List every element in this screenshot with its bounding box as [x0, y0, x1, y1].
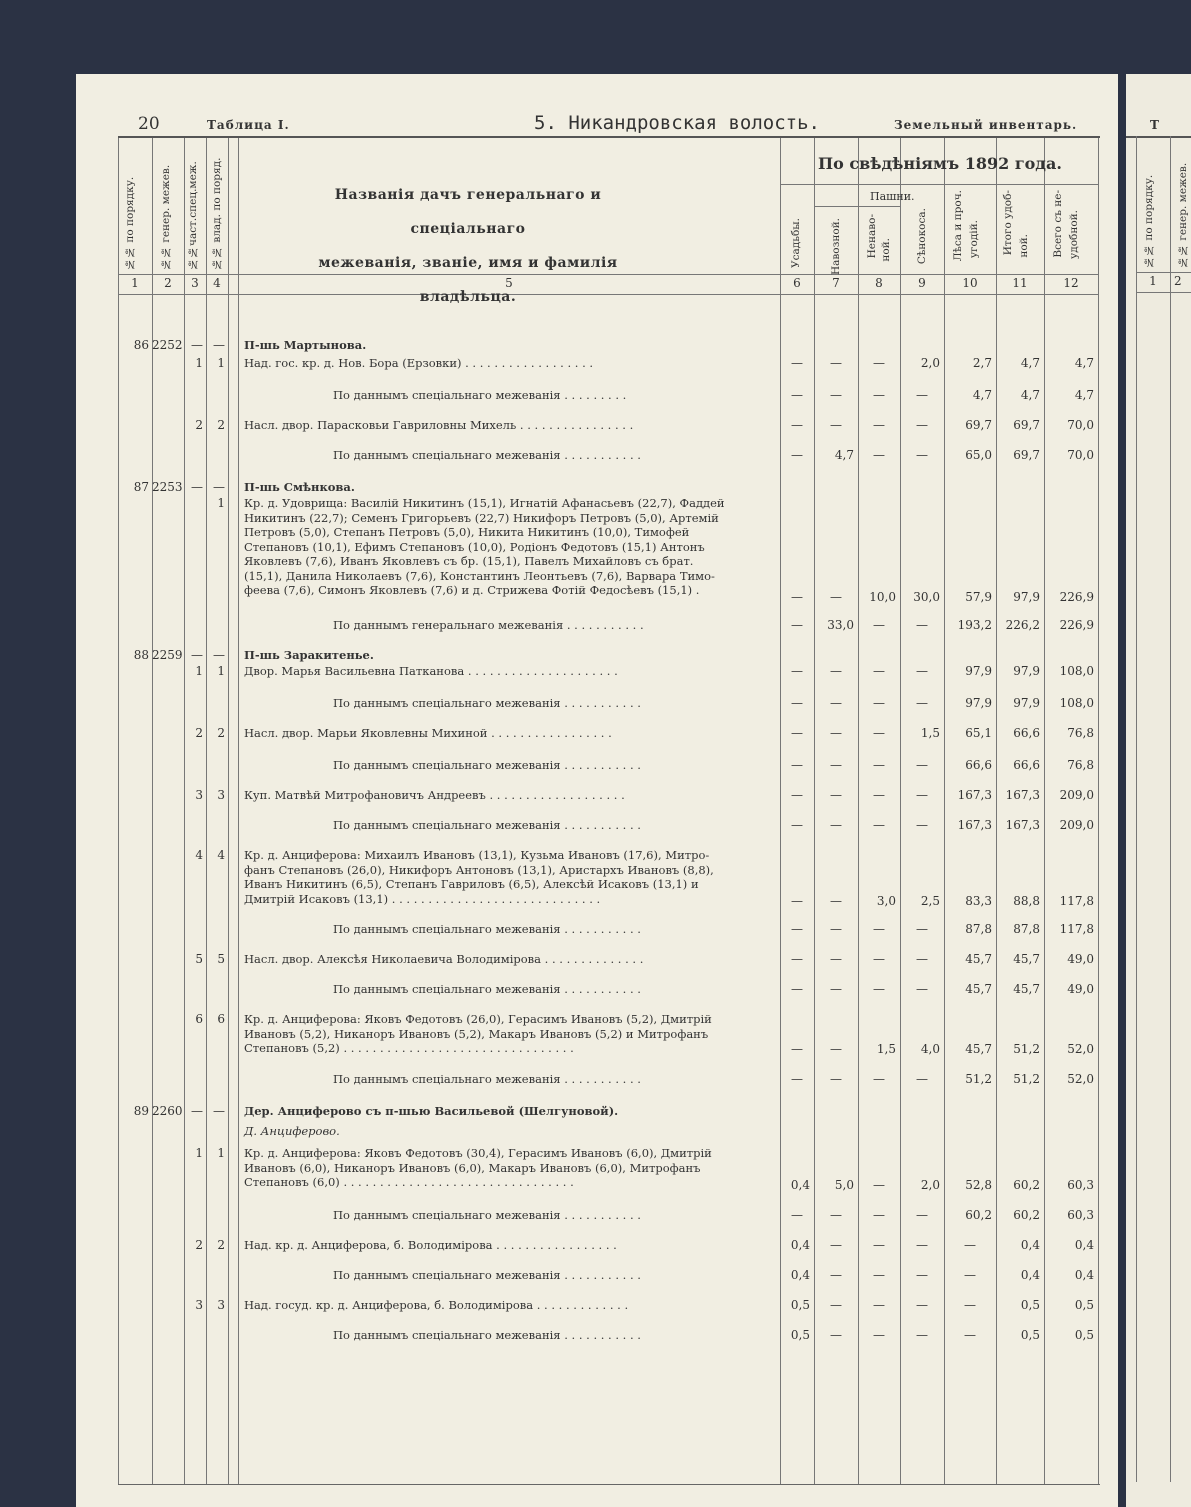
- value-cell: —: [791, 590, 803, 604]
- row-index-cell: 1: [217, 356, 225, 370]
- value-cell: —: [791, 1208, 803, 1222]
- col-header-total-usable-b: ной.: [1018, 234, 1030, 258]
- value-cell: 51,2: [1013, 1042, 1040, 1056]
- value-cell: —: [873, 788, 885, 802]
- value-cell: 2,5: [920, 894, 940, 908]
- value-cell: 117,8: [1059, 922, 1094, 936]
- value-cell: 97,9: [965, 696, 992, 710]
- value-cell: —: [791, 788, 803, 802]
- value-cell: 167,3: [957, 818, 992, 832]
- value-cell: 30,0: [913, 590, 940, 604]
- owner-description-line: Ивановъ (6,0), Никаноръ Ивановъ (6,0), Макаръ Ивановъ (6,0), Митрофанъ: [244, 1160, 701, 1175]
- row-index-cell: 1: [217, 496, 225, 510]
- value-cell: —: [791, 952, 803, 966]
- value-cell: —: [830, 590, 842, 604]
- value-cell: —: [916, 1268, 928, 1282]
- col-number: 10: [962, 276, 978, 290]
- value-cell: —: [830, 788, 842, 802]
- value-cell: —: [873, 356, 885, 370]
- col-group-1892: По свѣдѣніямъ 1892 года.: [818, 154, 1062, 173]
- next-page-col-order: №№ по порядку.: [1143, 174, 1155, 268]
- value-cell: —: [916, 1072, 928, 1086]
- value-cell: 70,0: [1067, 448, 1094, 462]
- value-cell: 49,0: [1067, 952, 1094, 966]
- value-cell: —: [830, 696, 842, 710]
- value-cell: 76,8: [1067, 726, 1094, 740]
- owner-description-line: Кр. д. Удоврища: Василій Никитинъ (15,1), Игнатій Афанасьевъ (22,7), Фаддей: [244, 496, 725, 510]
- value-cell: 69,7: [1013, 448, 1040, 462]
- value-cell: 0,4: [1020, 1268, 1040, 1282]
- value-cell: 167,3: [1005, 818, 1040, 832]
- land-inventory-table: [118, 136, 1100, 1485]
- next-page-col-number: 1: [1149, 274, 1157, 288]
- value-cell: 0,5: [790, 1328, 810, 1342]
- value-cell: 45,7: [965, 952, 992, 966]
- owner-line: Над. гос. кр. д. Нов. Бора (Ерзовки) . . . . . . . . . . . . . . . . . .: [244, 356, 594, 370]
- ledger-page: [76, 74, 1118, 1507]
- survey-data-line: По даннымъ спеціальнаго межеванія . . . . . . . . . . .: [333, 1208, 641, 1222]
- row-index-cell: 2: [217, 1238, 225, 1252]
- col-number: 3: [191, 276, 199, 290]
- col-header-unmanured-b: ной.: [880, 238, 892, 262]
- value-cell: 10,0: [869, 590, 896, 604]
- survey-data-line: По даннымъ спеціальнаго межеванія . . . . . . . . . . .: [333, 1072, 641, 1086]
- value-cell: 0,5: [1074, 1328, 1094, 1342]
- survey-data-line: По даннымъ спеціальнаго межеванія . . . . . . . . . . .: [333, 696, 641, 710]
- value-cell: —: [873, 618, 885, 632]
- value-cell: 51,2: [1013, 1072, 1040, 1086]
- value-cell: —: [830, 664, 842, 678]
- value-cell: 117,8: [1059, 894, 1094, 908]
- value-cell: 69,7: [1013, 418, 1040, 432]
- value-cell: —: [873, 388, 885, 402]
- survey-data-line: По даннымъ спеціальнаго межеванія . . . . . . . . . . .: [333, 1328, 641, 1342]
- value-cell: 60,3: [1067, 1178, 1094, 1192]
- next-page-col-general: №№ генер. межев.: [1177, 162, 1189, 268]
- row-index-cell: 1: [217, 1146, 225, 1160]
- value-cell: 4,7: [1074, 356, 1094, 370]
- owner-description-line: Кр. д. Анциферова: Яковъ Федотовъ (30,4), Герасимъ Ивановъ (6,0), Дмитрій: [244, 1146, 712, 1160]
- row-index-cell: —: [213, 648, 225, 662]
- value-cell: 0,4: [1020, 1238, 1040, 1252]
- value-cell: 0,5: [790, 1298, 810, 1312]
- col-header-grand-total-a: Всего съ не-: [1052, 190, 1064, 258]
- row-index-cell: 2259: [152, 648, 183, 662]
- row-index-cell: 1: [195, 664, 203, 678]
- value-cell: 193,2: [957, 618, 992, 632]
- row-index-cell: 89: [133, 1104, 149, 1118]
- col-header-forest-b: угодій.: [968, 220, 980, 259]
- value-cell: 0,5: [1020, 1328, 1040, 1342]
- value-cell: —: [873, 726, 885, 740]
- value-cell: —: [873, 982, 885, 996]
- value-cell: —: [791, 1042, 803, 1056]
- value-cell: 0,4: [790, 1268, 810, 1282]
- owner-description-line: фанъ Степановъ (26,0), Никифоръ Антоновъ (13,1), Аристархъ Ивановъ (8,8),: [244, 862, 714, 877]
- value-cell: 4,7: [834, 448, 854, 462]
- value-cell: 97,9: [1013, 664, 1040, 678]
- value-cell: —: [791, 726, 803, 740]
- value-cell: 0,4: [790, 1178, 810, 1192]
- value-cell: 60,3: [1067, 1208, 1094, 1222]
- value-cell: —: [916, 1238, 928, 1252]
- value-cell: —: [830, 356, 842, 370]
- col-header-names-line2: межеванія, званіе, имя и фамилія владѣльца.: [318, 255, 618, 305]
- col-header-names-line1: Названія дачъ генеральнаго и спеціальнаго: [334, 187, 602, 237]
- value-cell: 4,7: [1074, 388, 1094, 402]
- value-cell: 51,2: [965, 1072, 992, 1086]
- value-cell: 226,9: [1059, 618, 1094, 632]
- value-cell: 97,9: [1013, 696, 1040, 710]
- value-cell: 83,3: [965, 894, 992, 908]
- value-cell: —: [791, 696, 803, 710]
- value-cell: 0,4: [1074, 1268, 1094, 1282]
- value-cell: —: [830, 894, 842, 908]
- owner-description-line: Кр. д. Анциферова: Яковъ Федотовъ (26,0), Герасимъ Ивановъ (5,2), Дмитрій: [244, 1012, 712, 1026]
- estate-heading: П-шь Смѣнкова.: [244, 480, 355, 494]
- next-page-col-number: 2: [1174, 274, 1182, 288]
- value-cell: —: [830, 1072, 842, 1086]
- row-index-cell: 3: [217, 788, 225, 802]
- estate-heading: П-шь Мартынова.: [244, 338, 367, 352]
- row-index-cell: 2252: [152, 338, 183, 352]
- value-cell: 65,1: [965, 726, 992, 740]
- owner-description-line: Дмитрій Исаковъ (13,1) . . . . . . . . . . . . . . . . . . . . . . . . . . . . .: [244, 891, 601, 906]
- value-cell: —: [791, 448, 803, 462]
- row-index-cell: —: [213, 1104, 225, 1118]
- row-index-cell: 4: [217, 848, 225, 862]
- next-page-header: Т: [1150, 118, 1159, 132]
- page-number: 20: [138, 114, 160, 134]
- value-cell: —: [873, 1178, 885, 1192]
- owner-description-line: Ивановъ (5,2), Никаноръ Ивановъ (5,2), Макаръ Ивановъ (5,2) и Митрофанъ: [244, 1026, 709, 1041]
- col-number: 4: [213, 276, 221, 290]
- next-page-fragment: [1126, 74, 1191, 1507]
- value-cell: —: [873, 1268, 885, 1282]
- value-cell: —: [916, 1208, 928, 1222]
- value-cell: 226,9: [1059, 590, 1094, 604]
- row-index-cell: 5: [195, 952, 203, 966]
- owner-description-line: феева (7,6), Симонъ Яковлевъ (7,6) и д. Стрижева Фотій Федосѣевъ (15,1) .: [244, 583, 700, 597]
- value-cell: 45,7: [965, 1042, 992, 1056]
- value-cell: —: [916, 922, 928, 936]
- row-index-cell: 2: [195, 418, 203, 432]
- value-cell: 52,0: [1067, 1072, 1094, 1086]
- value-cell: —: [873, 448, 885, 462]
- value-cell: 97,9: [965, 664, 992, 678]
- owner-line: Над. кр. д. Анциферова, б. Володимірова . . . . . . . . . . . . . . . . .: [244, 1238, 617, 1252]
- col-header-homesteads: Усадьбы.: [790, 218, 802, 268]
- value-cell: 167,3: [957, 788, 992, 802]
- value-cell: —: [873, 664, 885, 678]
- value-cell: 57,9: [965, 590, 992, 604]
- value-cell: 49,0: [1067, 982, 1094, 996]
- col-number: 1: [131, 276, 139, 290]
- owner-description-line: Степановъ (6,0) . . . . . . . . . . . . . . . . . . . . . . . . . . . . . . . .: [244, 1175, 574, 1189]
- value-cell: —: [873, 1238, 885, 1252]
- value-cell: —: [791, 818, 803, 832]
- value-cell: 70,0: [1067, 418, 1094, 432]
- value-cell: —: [916, 982, 928, 996]
- col-number: 12: [1063, 276, 1079, 290]
- value-cell: 2,7: [972, 356, 992, 370]
- row-index-cell: 2260: [152, 1104, 183, 1118]
- value-cell: 108,0: [1059, 664, 1094, 678]
- row-index-cell: 2253: [152, 480, 183, 494]
- row-index-cell: 1: [217, 664, 225, 678]
- value-cell: —: [873, 1208, 885, 1222]
- value-cell: 3,0: [876, 894, 896, 908]
- value-cell: 0,5: [1074, 1298, 1094, 1312]
- row-index-cell: 86: [133, 338, 149, 352]
- row-index-cell: 4: [195, 848, 203, 862]
- value-cell: —: [873, 952, 885, 966]
- value-cell: —: [830, 726, 842, 740]
- value-cell: 209,0: [1059, 818, 1094, 832]
- value-cell: 87,8: [1013, 922, 1040, 936]
- row-index-cell: 2: [195, 726, 203, 740]
- row-index-cell: —: [191, 648, 203, 662]
- value-cell: 0,4: [1074, 1238, 1094, 1252]
- value-cell: 33,0: [827, 618, 854, 632]
- row-index-cell: —: [191, 1104, 203, 1118]
- value-cell: 45,7: [1013, 952, 1040, 966]
- col-header-names: [278, 178, 658, 314]
- owner-line: Насл. двор. Парасковьи Гавриловны Михель . . . . . . . . . . . . . . . .: [244, 418, 634, 432]
- value-cell: —: [916, 758, 928, 772]
- row-index-cell: 2: [217, 418, 225, 432]
- value-cell: —: [916, 952, 928, 966]
- owner-line: Насл. двор. Марьи Яковлевны Михиной . . . . . . . . . . . . . . . . .: [244, 726, 612, 740]
- value-cell: 69,7: [965, 418, 992, 432]
- value-cell: 76,8: [1067, 758, 1094, 772]
- value-cell: —: [830, 1042, 842, 1056]
- value-cell: —: [916, 818, 928, 832]
- row-index-cell: 2: [217, 726, 225, 740]
- survey-data-line: По даннымъ спеціальнаго межеванія . . . . . . . . . . .: [333, 448, 641, 462]
- value-cell: 45,7: [965, 982, 992, 996]
- value-cell: 5,0: [834, 1178, 854, 1192]
- value-cell: —: [791, 758, 803, 772]
- value-cell: —: [873, 818, 885, 832]
- value-cell: 65,0: [965, 448, 992, 462]
- value-cell: —: [830, 1238, 842, 1252]
- value-cell: —: [830, 982, 842, 996]
- value-cell: —: [964, 1238, 976, 1252]
- col-number: 2: [164, 276, 172, 290]
- value-cell: 108,0: [1059, 696, 1094, 710]
- value-cell: —: [791, 922, 803, 936]
- page-title: 5. Никандровская волость.: [534, 112, 820, 134]
- row-index-cell: 3: [195, 1298, 203, 1312]
- value-cell: 45,7: [1013, 982, 1040, 996]
- estate-heading: П-шь Заракитенье.: [244, 648, 374, 662]
- value-cell: —: [916, 418, 928, 432]
- value-cell: 1,5: [876, 1042, 896, 1056]
- row-index-cell: —: [213, 338, 225, 352]
- value-cell: —: [916, 696, 928, 710]
- col-header-total-usable-a: Итого удоб-: [1002, 190, 1014, 256]
- col-number: 11: [1012, 276, 1028, 290]
- value-cell: —: [916, 664, 928, 678]
- value-cell: —: [830, 388, 842, 402]
- value-cell: —: [830, 1208, 842, 1222]
- value-cell: —: [791, 664, 803, 678]
- row-index-cell: 6: [195, 1012, 203, 1026]
- owner-description-line: Степановъ (10,1), Ефимъ Степановъ (10,0), Родіонъ Федотовъ (15,1) Антонъ: [244, 539, 705, 554]
- value-cell: —: [964, 1328, 976, 1342]
- value-cell: —: [791, 388, 803, 402]
- value-cell: 88,8: [1013, 894, 1040, 908]
- survey-data-line: По даннымъ генеральнаго межеванія . . . . . . . . . . .: [333, 618, 644, 632]
- row-index-cell: 6: [217, 1012, 225, 1026]
- value-cell: —: [916, 788, 928, 802]
- survey-data-line: По даннымъ спеціальнаго межеванія . . . . . . . . . . .: [333, 1268, 641, 1282]
- col-header-owner-number: №№ влад. по поряд.: [211, 157, 223, 270]
- value-cell: 167,3: [1005, 788, 1040, 802]
- owner-line: Над. госуд. кр. д. Анциферова, б. Володимірова . . . . . . . . . . . . .: [244, 1298, 629, 1312]
- value-cell: —: [916, 448, 928, 462]
- survey-data-line: По даннымъ спеціальнаго межеванія . . . . . . . . . . .: [333, 758, 641, 772]
- col-group-arable: Пашни.: [870, 190, 915, 203]
- owner-line: Куп. Матвѣй Митрофановичъ Андреевъ . . . . . . . . . . . . . . . . . . .: [244, 788, 625, 802]
- value-cell: 4,0: [920, 1042, 940, 1056]
- owner-description-line: Никитинъ (22,7); Семенъ Григорьевъ (22,7) Никифоръ Петровъ (5,0), Артемій: [244, 510, 719, 525]
- value-cell: —: [873, 758, 885, 772]
- row-index-cell: 1: [195, 1146, 203, 1160]
- value-cell: —: [791, 894, 803, 908]
- value-cell: 60,2: [1013, 1208, 1040, 1222]
- value-cell: —: [791, 1072, 803, 1086]
- value-cell: 60,2: [1013, 1178, 1040, 1192]
- value-cell: 4,7: [1020, 356, 1040, 370]
- value-cell: 0,4: [790, 1238, 810, 1252]
- value-cell: —: [830, 952, 842, 966]
- col-header-special-survey: №№част.спец.меж.: [187, 161, 199, 270]
- col-number: 9: [918, 276, 926, 290]
- table-label: Таблица I.: [207, 118, 290, 132]
- value-cell: 226,2: [1005, 618, 1040, 632]
- survey-data-line: По даннымъ спеціальнаго межеванія . . . . . . . . . . .: [333, 982, 641, 996]
- owner-description-line: Иванъ Никитинъ (6,5), Степанъ Гавриловъ (6,5), Алексѣй Исаковъ (13,1) и: [244, 877, 699, 891]
- value-cell: 2,0: [920, 356, 940, 370]
- owner-description-line: Яковлевъ (7,6), Иванъ Яковлевъ съ бр. (15,1), Павелъ Михайловъ съ брат.: [244, 554, 694, 568]
- value-cell: 1,5: [920, 726, 940, 740]
- row-index-cell: 2: [195, 1238, 203, 1252]
- survey-data-line: По даннымъ спеціальнаго межеванія . . . . . . . . . . .: [333, 818, 641, 832]
- row-index-cell: 88: [133, 648, 149, 662]
- row-index-cell: 3: [195, 788, 203, 802]
- estate-heading: Дер. Анциферово съ п-шью Васильевой (Шелгуновой).: [244, 1104, 619, 1118]
- value-cell: —: [873, 1298, 885, 1312]
- value-cell: —: [964, 1298, 976, 1312]
- value-cell: —: [964, 1268, 976, 1282]
- owner-line: Насл. двор. Алексѣя Николаевича Володимірова . . . . . . . . . . . . . .: [244, 952, 644, 966]
- value-cell: —: [873, 418, 885, 432]
- col-number: 7: [832, 276, 840, 290]
- value-cell: —: [791, 982, 803, 996]
- value-cell: —: [791, 618, 803, 632]
- value-cell: 66,6: [1013, 758, 1040, 772]
- value-cell: —: [830, 1298, 842, 1312]
- col-number: 8: [875, 276, 883, 290]
- value-cell: —: [916, 388, 928, 402]
- value-cell: 66,6: [965, 758, 992, 772]
- owner-description-line: Кр. д. Анциферова: Михаилъ Ивановъ (13,1), Кузьма Ивановъ (17,6), Митро-: [244, 848, 710, 862]
- value-cell: —: [916, 618, 928, 632]
- value-cell: 4,7: [1020, 388, 1040, 402]
- col-header-forest-a: Лѣса и проч.: [952, 190, 964, 262]
- value-cell: 97,9: [1013, 590, 1040, 604]
- value-cell: 52,0: [1067, 1042, 1094, 1056]
- value-cell: —: [830, 818, 842, 832]
- row-index-cell: 1: [195, 356, 203, 370]
- col-header-manured: Навозной.: [830, 218, 842, 276]
- section-label: Земельный инвентарь.: [894, 118, 1078, 132]
- value-cell: —: [791, 418, 803, 432]
- value-cell: 66,6: [1013, 726, 1040, 740]
- value-cell: —: [873, 922, 885, 936]
- value-cell: 2,0: [920, 1178, 940, 1192]
- col-number: 6: [793, 276, 801, 290]
- value-cell: 0,5: [1020, 1298, 1040, 1312]
- col-header-unmanured-a: Ненаво-: [866, 214, 878, 259]
- value-cell: —: [873, 1072, 885, 1086]
- row-index-cell: —: [191, 338, 203, 352]
- col-number: 5: [505, 276, 513, 290]
- row-index-cell: 5: [217, 952, 225, 966]
- value-cell: 4,7: [972, 388, 992, 402]
- value-cell: 209,0: [1059, 788, 1094, 802]
- col-header-order-number: №№ по порядку.: [124, 176, 136, 270]
- row-index-cell: —: [213, 480, 225, 494]
- survey-data-line: По даннымъ спеціальнаго межеванія . . . . . . . . . . .: [333, 922, 641, 936]
- owner-line: Д. Анциферово.: [244, 1124, 340, 1138]
- value-cell: 52,8: [965, 1178, 992, 1192]
- owner-description-line: Петровъ (5,0), Степанъ Петровъ (5,0), Никита Никитинъ (10,0), Тимофей: [244, 525, 690, 539]
- row-index-cell: 3: [217, 1298, 225, 1312]
- owner-description-line: Степановъ (5,2) . . . . . . . . . . . . . . . . . . . . . . . . . . . . . . . .: [244, 1041, 574, 1055]
- row-index-cell: 87: [133, 480, 149, 494]
- col-header-general-survey: №№ генер. межев.: [160, 164, 172, 270]
- survey-data-line: По даннымъ спеціальнаго межеванія . . . . . . . . .: [333, 388, 627, 402]
- col-header-grand-total-b: удобной.: [1068, 210, 1080, 259]
- owner-line: Двор. Марья Васильевна Патканова . . . . . . . . . . . . . . . . . . . . .: [244, 664, 618, 678]
- value-cell: —: [916, 1298, 928, 1312]
- value-cell: —: [830, 922, 842, 936]
- value-cell: —: [791, 356, 803, 370]
- value-cell: —: [873, 696, 885, 710]
- value-cell: —: [873, 1328, 885, 1342]
- owner-description-line: (15,1), Данила Николаевъ (7,6), Константинъ Леонтьевъ (7,6), Варвара Тимо-: [244, 568, 715, 583]
- value-cell: —: [830, 1268, 842, 1282]
- value-cell: 87,8: [965, 922, 992, 936]
- col-header-hayfield: Сѣнокоса.: [916, 208, 928, 265]
- row-index-cell: —: [191, 480, 203, 494]
- value-cell: —: [830, 1328, 842, 1342]
- value-cell: 60,2: [965, 1208, 992, 1222]
- value-cell: —: [830, 758, 842, 772]
- value-cell: —: [830, 418, 842, 432]
- value-cell: —: [916, 1328, 928, 1342]
